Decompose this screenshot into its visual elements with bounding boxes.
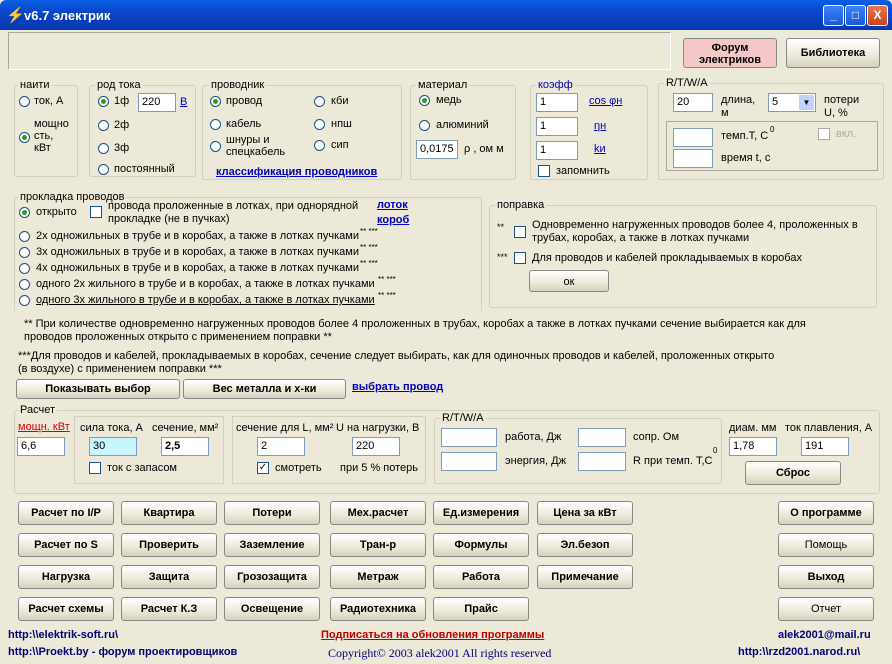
work-label: работа, Дж [505,431,562,443]
diameter-input[interactable]: 1,78 [729,437,777,456]
kbi-label: кби [331,95,349,107]
section-l-label: сечение для L, мм² [236,422,334,434]
tray-link[interactable]: лоток [377,199,408,211]
cos-phi-link[interactable]: cos φн [589,95,623,107]
resistivity-label: ρ , ом м [464,143,504,155]
maximize-button[interactable]: □ [845,5,866,26]
u-load-input[interactable]: 220 [352,437,400,456]
current-title: род тока [97,79,141,91]
r-temp-label: R при темп. T,С [633,455,713,467]
two-phase-radio[interactable] [98,120,109,131]
laying-open-radio[interactable] [19,207,30,218]
help-button[interactable]: Помощь [778,533,874,557]
correction-ok-button[interactable]: ок [529,270,609,292]
laying-option-label: одного 3х жильного в трубе и в коробах, а также в лотках пучками [36,294,375,306]
formulas-button[interactable]: Формулы [433,533,529,557]
r-temp-degree: 0 [713,446,718,455]
title-bar [0,0,892,30]
laying-option-mark: ** *** [360,243,378,252]
metal-weight-button[interactable]: Вес металла и х-ки [183,379,346,399]
energy-input[interactable] [441,452,497,471]
window-title: v6.7 электрик [24,8,111,23]
laying-option-label: 2х одножильных в трубе и в коробах, а также в лотках пучками [36,230,360,242]
diameter-label: диам. мм [729,422,777,434]
temperature-label: темп.T, С [721,130,769,142]
melt-input[interactable]: 191 [801,437,849,456]
sip-radio[interactable] [314,140,325,151]
aluminium-label: алюминий [436,119,489,131]
laying-option-label: 3х одножильных в трубе и в коробах, а также в лотках пучками [36,246,360,258]
loss-select[interactable] [768,93,816,112]
temperature-input[interactable] [673,128,713,147]
wire-label: провод [226,95,263,107]
copper-radio[interactable] [419,95,430,106]
trays-checkbox[interactable] [90,206,102,218]
aluminium-radio[interactable] [419,120,430,131]
work-button[interactable]: Работа [433,565,529,589]
three-phase-radio[interactable] [98,143,109,154]
dc-radio[interactable] [98,164,109,175]
loss-select-value: 5 [772,96,779,108]
exit-button[interactable]: Выход [778,565,874,589]
loss-label: потери U, % [824,94,860,119]
minimize-button[interactable]: _ [823,5,844,26]
eta-input[interactable]: 1 [536,117,578,136]
duct-link[interactable]: короб [377,214,410,226]
laying-option-mark: ** *** [360,227,378,236]
temperature-degree: 0 [770,125,775,134]
reserve-checkbox[interactable] [89,462,101,474]
find-power-label: мощно сть, кВт [34,118,69,154]
units-button[interactable]: Ед.измерения [433,501,529,525]
note-button[interactable]: Примечание [537,565,633,589]
copper-label: медь [436,94,462,106]
load-button[interactable]: Нагрузка [18,565,114,589]
scheme-calc-button[interactable]: Расчет схемы [18,597,114,621]
length-input[interactable]: 20 [673,93,713,112]
report-button[interactable]: Отчет [778,597,874,621]
about-button[interactable]: О программе [778,501,874,525]
correction-duct-label: Для проводов и кабелей прокладываемых в коробах [532,252,802,264]
melt-label: ток плавления, А [785,422,873,434]
status-panel [8,32,671,70]
close-button[interactable]: X [867,5,888,26]
calc-title: Расчет [20,404,55,416]
calc-ip-button[interactable]: Расчет по I/P [18,501,114,525]
grounding-button[interactable]: Заземление [224,533,320,557]
correction-more4-label: Одновременно нагруженных проводов более 4, проложенных в трубах, коробах, а также в лотках пучками [532,219,858,244]
cos-phi-input[interactable]: 1 [536,93,578,112]
cable-label: кабель [226,118,262,130]
one-phase-radio[interactable] [98,96,109,107]
lightning-protection-button[interactable]: Грозозащита [224,565,320,589]
cords-radio[interactable] [210,141,221,152]
footage-button[interactable]: Метраж [330,565,426,589]
npsh-radio[interactable] [314,119,325,130]
section-input[interactable]: 2,5 [161,437,209,456]
laying-option-radio[interactable] [19,263,30,274]
library-button[interactable]: Библиотека [786,38,880,68]
power-label: мощн. кВт [18,421,70,433]
work-input[interactable] [441,428,497,447]
find-current-radio[interactable] [19,96,30,107]
ki-input[interactable]: 1 [536,141,578,160]
npsh-label: нпш [331,118,352,130]
lighting-button[interactable]: Освещение [224,597,320,621]
time-label: время t, с [721,152,771,164]
choose-wire-link[interactable]: выбрать провод [352,381,444,393]
classification-link[interactable]: классификация проводников [216,166,378,178]
loss5-label: при 5 % потерь [340,462,418,474]
cords-label: шнуры и спецкабель [226,134,286,158]
remember-checkbox[interactable] [538,165,550,177]
dc-label: постоянный [114,163,175,175]
correction-more4-checkbox[interactable] [514,226,526,238]
sip-label: сип [331,139,349,151]
laying-option-radio[interactable] [19,247,30,258]
resistivity-input[interactable]: 0,0175 [416,140,458,159]
note-1: ** При количестве одновременно нагруженных проводов более 4 проложенных в трубах, коробах а также в лотках пучками сечение выбирается как для проводов проложенных открыто с применением поправки ** [24,318,806,343]
section-label: сечение, мм² [152,422,219,434]
rtwa-title: R/T/W/A [666,77,708,89]
site-link-2[interactable]: http:\\Proekt.by - форум проектировщиков [8,646,238,658]
material-title: материал [418,79,468,91]
laying-option-label: 4х одножильных в трубе и в коробах, а также в лотках пучками [36,262,360,274]
eta-link[interactable]: ηн [594,120,607,132]
show-selection-button[interactable]: Показывать выбор [16,379,180,399]
lightning-icon: ⚡ [6,7,25,24]
enable-checkbox[interactable] [818,128,830,140]
current-input[interactable]: 30 [89,437,137,456]
u-load-label: U на нагрузки, В [336,422,420,434]
r-temp-input[interactable] [578,452,626,471]
reserve-label: ток с запасом [107,462,177,474]
find-title: наити [20,79,50,91]
laying-option-mark: ** *** [378,275,396,284]
losses-button[interactable]: Потери [224,501,320,525]
transformer-button[interactable]: Тран-р [330,533,426,557]
conductor-title: проводник [211,79,265,91]
laying-open-label: открыто [36,206,77,218]
energy-label: энергия, Дж [505,455,566,467]
rtwa-calc-title: R/T/W/A [442,412,484,424]
wire-radio[interactable] [210,96,221,107]
site-link-1[interactable]: http:\\elektrik-soft.ru\ [8,629,119,641]
protection-button[interactable]: Защита [121,565,217,589]
laying-option-radio[interactable] [19,279,30,290]
laying-option-radio[interactable] [19,231,30,242]
calc-s-button[interactable]: Расчет по S [18,533,114,557]
short-circuit-button[interactable]: Расчет К.З [121,597,217,621]
cable-radio[interactable] [210,119,221,130]
site-link-3[interactable]: http:\\rzd2001.narod.ru\ [738,646,861,658]
two-phase-label: 2ф [114,119,130,131]
laying-option-mark: ** *** [378,291,396,300]
remember-label: запомнить [556,165,610,177]
find-power-radio[interactable] [19,132,30,143]
correction-mark: *** [497,252,508,262]
price-list-button[interactable]: Прайс [433,597,529,621]
subscribe-link[interactable]: Подписаться на обновления программы [321,629,545,641]
laying-option-mark: ** *** [360,259,378,268]
trays-label: провода проложенные в лотках, при однорядной прокладке (не в пучках) [108,200,359,225]
look-label: смотреть [275,462,322,474]
correction-title: поправка [497,199,545,211]
forum-button[interactable]: Форум электриков [683,38,777,68]
apartment-button[interactable]: Квартира [121,501,217,525]
look-checkbox[interactable]: ✓ [258,462,268,473]
radio-button[interactable]: Радиотехника [330,597,426,621]
laying-option-radio[interactable] [19,295,30,306]
three-phase-label: 3ф [114,142,130,154]
chevron-down-icon: ▼ [799,95,814,110]
kbi-radio[interactable] [314,96,325,107]
find-current-label: ток, А [34,95,64,107]
current-calc-label: сила тока, А [80,422,143,434]
enable-label: вкл. [836,128,857,140]
correction-mark: ** [497,222,505,232]
time-input[interactable] [673,149,713,168]
coef-title: коэфф [538,79,573,91]
note-2: ***Для проводов и кабелей, прокладываемых в коробах, сечение следует выбирать, как для одиночных проводов и кабелей, проложенных открыто (в воздухе) с применением поправки *** [18,350,775,375]
length-label: длина, м [721,94,756,119]
voltage-input[interactable]: 220 [138,93,176,112]
email-link[interactable]: alek2001@mail.ru [778,629,871,641]
power-input[interactable]: 6,6 [17,437,65,456]
resistance-input[interactable] [578,428,626,447]
correction-duct-checkbox[interactable] [514,252,526,264]
price-kwh-button[interactable]: Цена за кВт [537,501,633,525]
safety-button[interactable]: Эл.безоп [537,533,633,557]
one-phase-label: 1ф [114,95,130,107]
laying-title: прокладка проводов [20,191,125,203]
ki-link[interactable]: kи [594,143,606,155]
mech-calc-button[interactable]: Мех.расчет [330,501,426,525]
section-l-input[interactable]: 2 [257,437,305,456]
copyright: Copyright© 2003 alek2001 All rights reserved [328,646,552,660]
resistance-label: сопр. Ом [633,431,680,443]
laying-option-label: одного 2х жильного в трубе и в коробах, а также в лотках пучками [36,278,375,290]
check-button[interactable]: Проверить [121,533,217,557]
voltage-unit-link[interactable]: В [180,96,188,108]
reset-button[interactable]: Сброс [745,461,841,485]
